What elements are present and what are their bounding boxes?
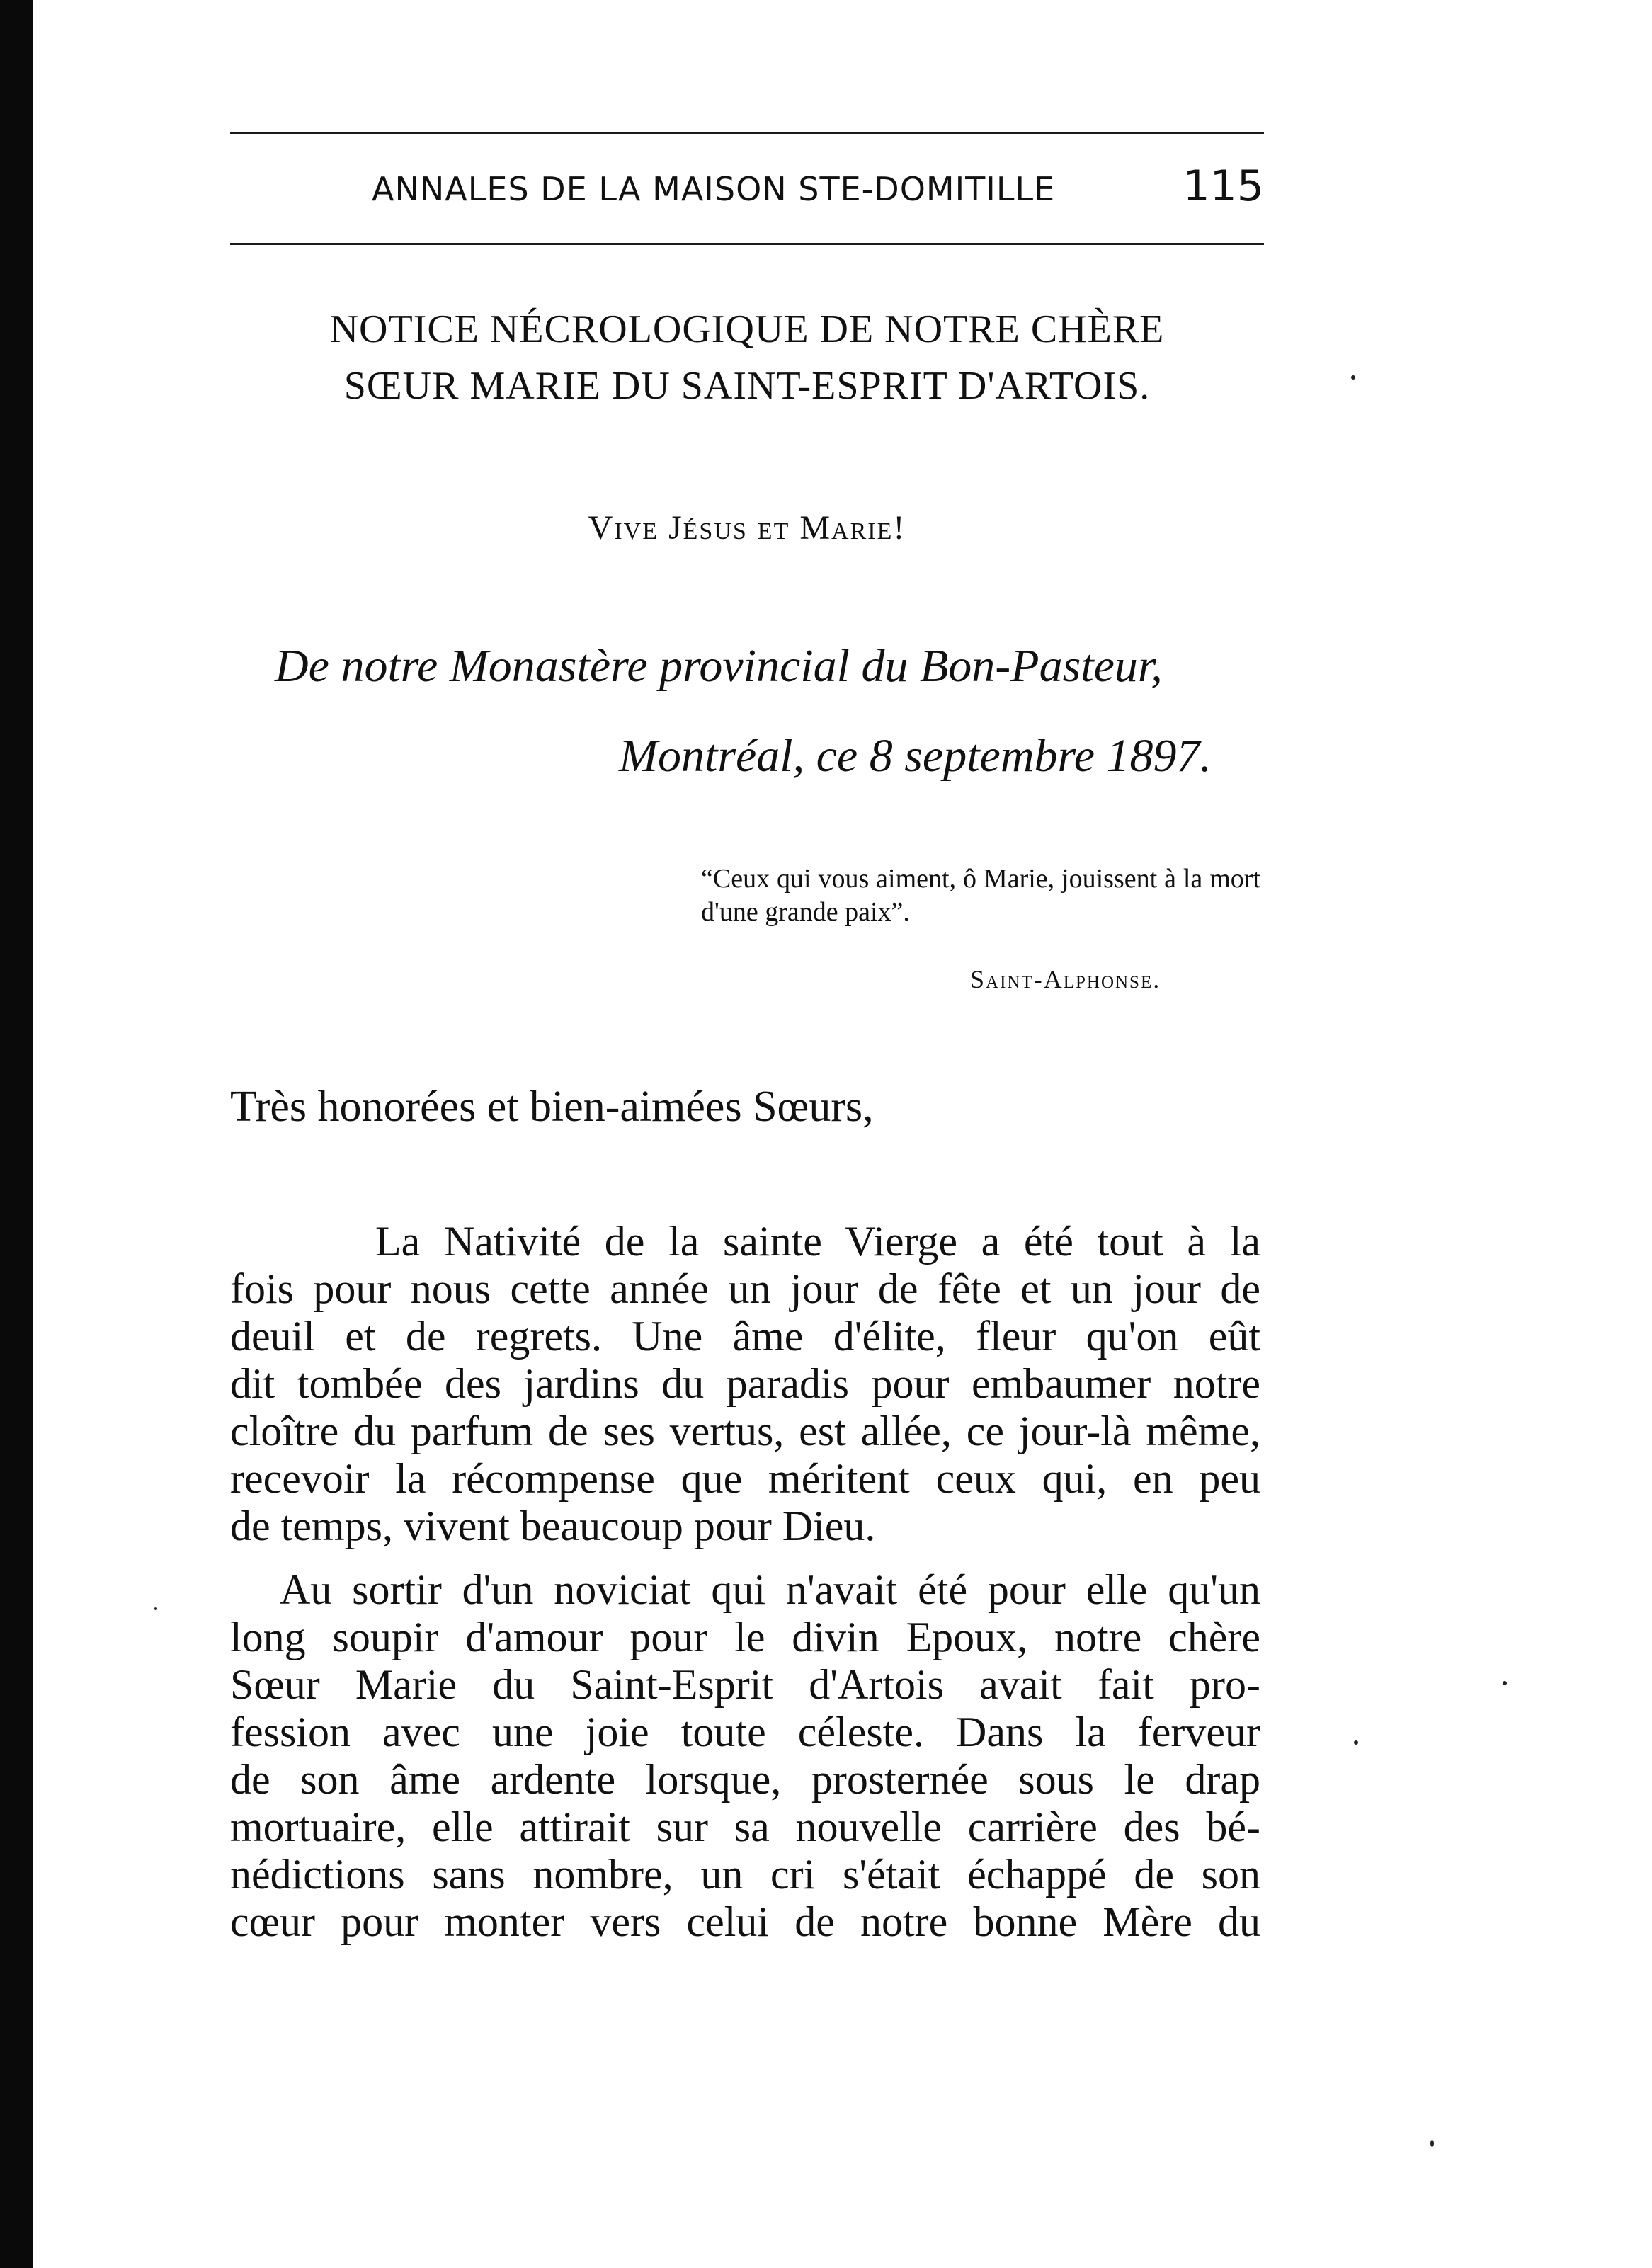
running-title: ANNALES DE LA MAISON STE-DOMITILLE xyxy=(372,170,1056,208)
header-rule-bottom xyxy=(230,243,1264,245)
dateline-line-2: Montréal, ce 8 septembre 1897. xyxy=(619,730,1212,782)
paragraph-line: La Nativité de la sainte Vierge a été tout à la xyxy=(375,1218,1260,1265)
notice-title-line-1: NOTICE NÉCROLOGIQUE DE NOTRE CHÈRE xyxy=(329,307,1165,351)
paragraph-line: long soupir d'amour pour le divin Epoux, notre chère xyxy=(230,1614,1260,1660)
paragraph-line: mortuaire, elle attirait sur sa nouvelle carrière des bé- xyxy=(230,1803,1260,1850)
scan-speck xyxy=(1351,375,1355,380)
page-number: 115 xyxy=(1183,161,1264,211)
header-rule-top xyxy=(230,132,1264,134)
paragraph-line: cloître du parfum de ses vertus, est allée, ce jour-là même, xyxy=(230,1408,1260,1454)
notice-title-line-2: SŒUR MARIE DU SAINT-ESPRIT D'ARTOIS. xyxy=(343,364,1151,408)
epigraph-author: Saint-Alphonse. xyxy=(970,965,1161,993)
scan-speck xyxy=(1503,1681,1507,1685)
dateline-line-1: De notre Monastère provincial du Bon-Pasteur, xyxy=(275,640,1163,692)
paragraph-line: fession avec une joie toute céleste. Dans la ferveur xyxy=(230,1709,1260,1755)
page-binding-edge xyxy=(0,0,33,2268)
paragraph-line: Sœur Marie du Saint-Esprit d'Artois avait fait pro- xyxy=(230,1661,1260,1708)
paragraph-line: fois pour nous cette année un jour de fête et un jour de xyxy=(230,1265,1260,1312)
paragraph-line: Au sortir d'un noviciat qui n'avait été pour elle qu'un xyxy=(280,1566,1260,1613)
paragraph-line: nédictions sans nombre, un cri s'était échappé de son xyxy=(230,1851,1260,1898)
scan-speck xyxy=(1354,1740,1358,1745)
epigraph-quote: “Ceux qui vous aiment, ô Marie, jouissent à la mort d'une grande paix”. xyxy=(701,864,1260,927)
paragraph-line: recevoir la récompense que méritent ceux qui, en peu xyxy=(230,1455,1260,1502)
paragraph-line: deuil et de regrets. Une âme d'élite, fleur qu'on eût xyxy=(230,1313,1260,1360)
scan-speck xyxy=(154,1607,157,1610)
salutation: Très honorées et bien-aimées Sœurs, xyxy=(230,1083,874,1131)
invocation: Vive Jésus et Marie! xyxy=(588,509,906,547)
scan-speck xyxy=(1430,2140,1434,2147)
paragraph-line: de temps, vivent beaucoup pour Dieu. xyxy=(230,1503,876,1549)
paragraph-line: dit tombée des jardins du paradis pour embaumer notre xyxy=(230,1360,1260,1407)
paragraph-line: de son âme ardente lorsque, prosternée sous le drap xyxy=(230,1756,1260,1803)
notice-title xyxy=(230,301,1264,414)
running-head xyxy=(230,161,1264,215)
paragraph-1 xyxy=(230,1218,1260,1550)
paragraph-line: cœur pour monter vers celui de notre bonne Mère du xyxy=(230,1898,1260,1945)
paragraph-2 xyxy=(230,1566,1260,1946)
